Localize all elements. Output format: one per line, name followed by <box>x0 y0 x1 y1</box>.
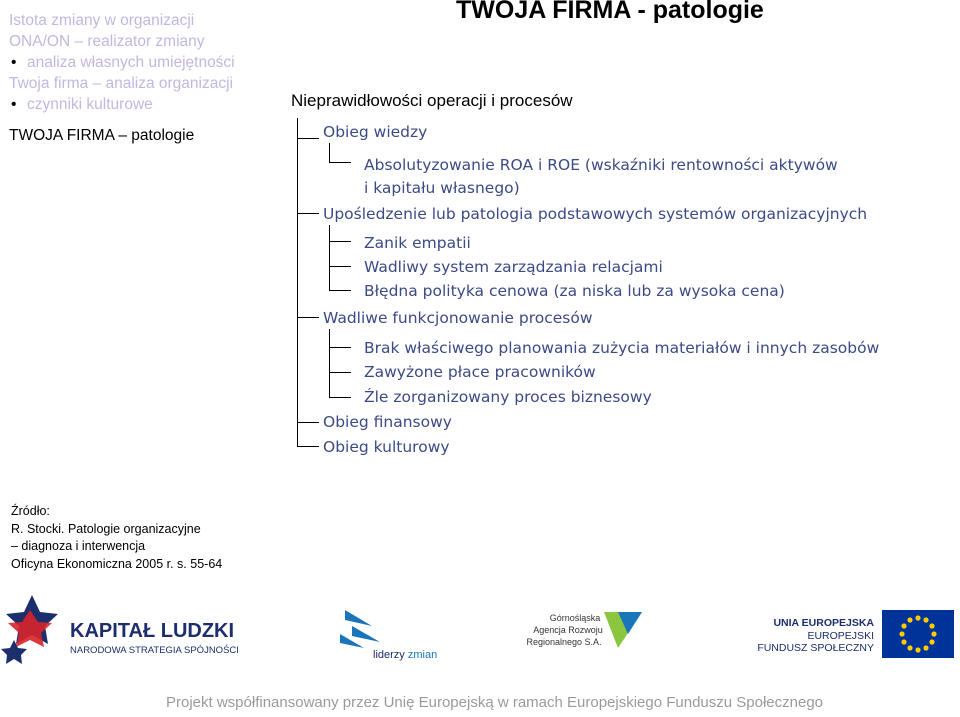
tree-node-uposledzenie: Upośledzenie lub patologia podstawowych systemów organizacyjnych <box>323 205 868 223</box>
tree-connector <box>329 241 351 267</box>
tree-node-obieg-wiedzy: Obieg wiedzy <box>323 123 428 141</box>
liderzy-arrow-icon <box>345 610 372 626</box>
bullet-icon: • <box>11 54 17 71</box>
tree-connector <box>329 372 351 398</box>
sidebar-item-label: analiza własnych umiejętności <box>27 54 235 71</box>
tree-connector <box>297 118 319 139</box>
tree-connector <box>329 225 351 242</box>
source-line: R. Stocki. Patologie organizacyjne <box>11 521 201 536</box>
footer-cofinancing-note: Projekt współfinansowany przez Unię Europejską w ramach Europejskiego Funduszu Społecznego <box>166 694 824 711</box>
source-label: Źródło: <box>11 504 50 518</box>
garr-line: Regionalnego S.A. <box>526 637 602 647</box>
source-citation <box>11 503 222 573</box>
section-subtitle: Nieprawidłowości operacji i procesów <box>291 91 573 110</box>
kl-subtitle: NARODOWA STRATEGIA SPÓJNOŚCI <box>70 645 239 656</box>
tree-node-bledna-polityka: Błędna polityka cenowa (za niska lub za wysoka cena) <box>364 282 785 300</box>
tree-node-zawyzone-place: Zawyżone płace pracowników <box>364 363 596 381</box>
tree-node-absolutyzowanie: Absolutyzowanie ROA i ROE (wskaźniki rentowności aktywów <box>364 156 838 174</box>
garr-logo <box>526 612 642 648</box>
tree-node-wadliwe-funkcjonowanie: Wadliwe funkcjonowanie procesów <box>323 309 593 327</box>
bullet-icon: • <box>11 96 17 113</box>
kapital-ludzki-logo <box>1 595 239 664</box>
tree-node-obieg-finansowy: Obieg finansowy <box>323 413 452 431</box>
tree-connector <box>297 213 319 318</box>
liderzy-zmian-logo <box>340 610 437 661</box>
sidebar-item-label: czynniki kulturowe <box>27 96 153 113</box>
garr-line: Górnośląska <box>549 613 601 623</box>
ue-line: FUNDUSZ SPOŁECZNY <box>757 642 874 654</box>
garr-line: Agencja Rozwoju <box>533 625 603 635</box>
tree-node-brak-planowania: Brak właściwego planowania zużycia materiałów i innych zasobów <box>364 339 880 357</box>
kl-title: KAPITAŁ LUDZKI <box>70 620 235 642</box>
tree-node-zanik-empatii: Zanik empatii <box>364 234 471 252</box>
tree-connector <box>329 347 351 373</box>
sidebar-item-istota[interactable]: Istota zmiany w organizacji <box>9 12 195 29</box>
tree-connector <box>297 422 319 447</box>
liderzy-arrow-icon <box>352 626 380 642</box>
source-line: – diagnoza i interwencja <box>11 539 146 553</box>
tree-connector <box>329 143 351 163</box>
tree-connector <box>297 317 319 423</box>
page-title: TWOJA FIRMA - patologie <box>456 0 764 24</box>
tree-node-obieg-kulturowy: Obieg kulturowy <box>323 438 450 456</box>
sidebar-item-twoja-firma-analiza[interactable]: Twoja firma – analiza organizacji <box>9 75 233 92</box>
ue-line: EUROPEJSKI <box>807 630 874 642</box>
ue-line: UNIA EUROPEJSKA <box>773 617 874 629</box>
sidebar-item-active-patologie[interactable]: TWOJA FIRMA – patologie <box>9 127 195 144</box>
tree-connector <box>297 138 319 214</box>
tree-node-zle-zorganizowany: Źle zorganizowany proces biznesowy <box>364 388 652 406</box>
source-line: Oficyna Ekonomiczna 2005 r. s. 55-64 <box>11 556 223 571</box>
liderzy-label: liderzy zmian <box>373 649 438 661</box>
tree-connector <box>329 329 351 348</box>
tree-connector <box>329 266 351 291</box>
kl-star-small-icon <box>1 640 27 664</box>
eu-efs-logo <box>757 610 954 658</box>
tree-node-wadliwy-system: Wadliwy system zarządzania relacjami <box>364 258 663 276</box>
sponsor-logos <box>0 590 960 675</box>
tree-node-absolutyzowanie-cont: i kapitału własnego) <box>364 179 520 197</box>
logos-svg <box>0 590 960 675</box>
sidebar-item-ona-on[interactable]: ONA/ON – realizator zmiany <box>9 33 205 50</box>
